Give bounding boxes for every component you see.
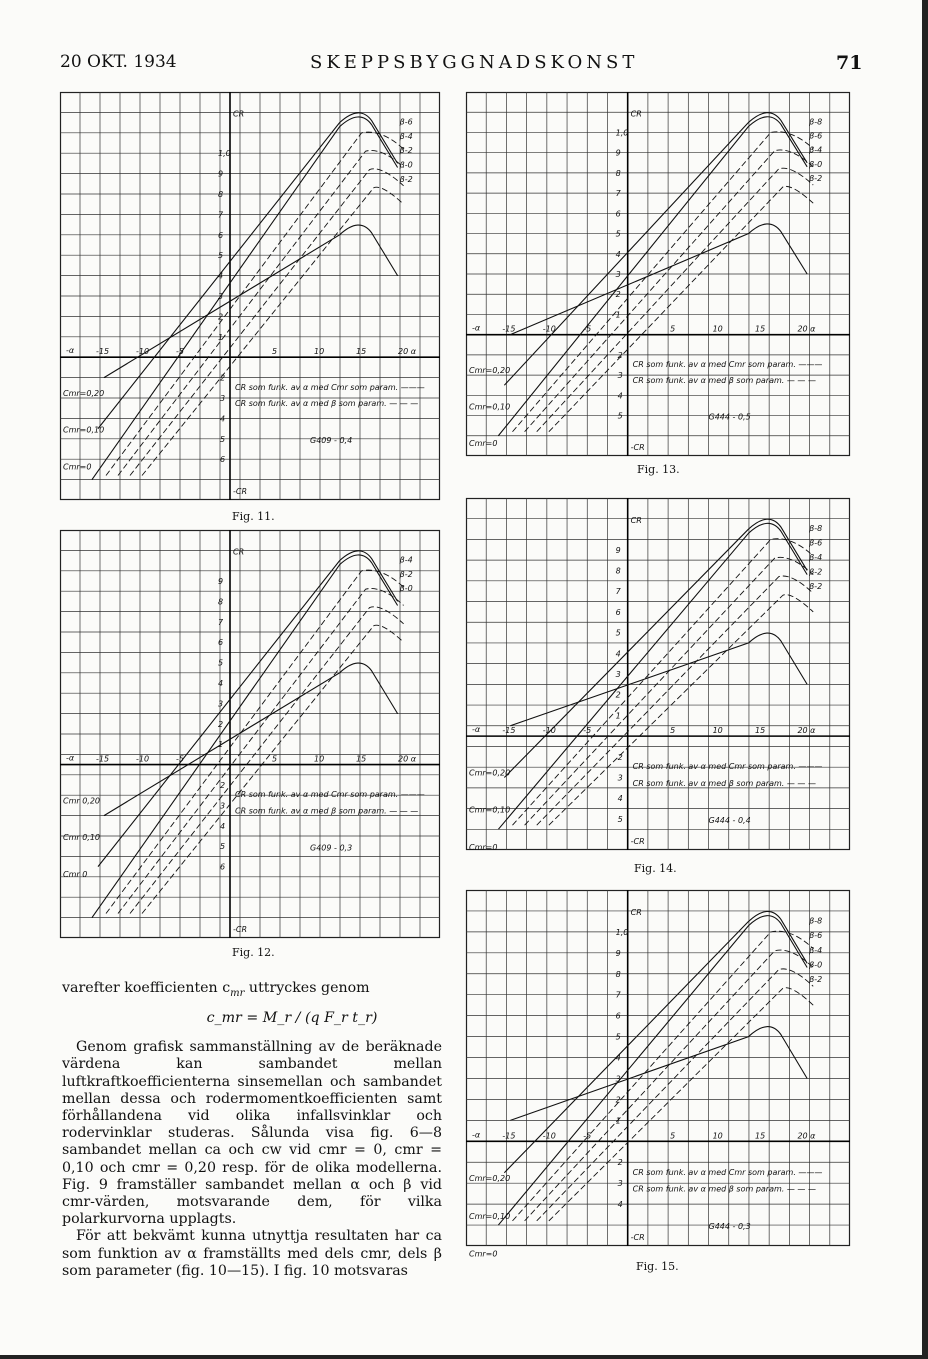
cmr-label: Cmr=0,10 [469, 805, 511, 815]
neg-y-tick-label: 5 [220, 434, 226, 444]
cmr-label: Cmr 0 [63, 869, 88, 879]
y-tick-label: 5 [615, 1032, 621, 1042]
neg-x-axis-label: -α [472, 323, 481, 333]
legend-line-1: CR som funk. av α med Cmr som param. ——— [632, 762, 823, 772]
figure-11-caption: Fig. 11. [232, 510, 275, 523]
y-tick-label: 5 [218, 251, 224, 261]
figure-code: G409 - 0,4 [310, 435, 353, 445]
neg-x-tick-label: -10 [136, 347, 150, 357]
y-tick-label: 5 [615, 229, 621, 239]
neg-y-tick-label: 3 [220, 801, 226, 811]
y-tick-label: 7 [615, 587, 621, 597]
y-tick-label: 4 [218, 271, 224, 281]
neg-y-axis-label: -CR [233, 487, 248, 496]
figure-13-caption: Fig. 13. [637, 463, 680, 476]
neg-y-tick-label: 4 [617, 1200, 623, 1210]
figure-12 [60, 530, 440, 938]
beta-label: β-2 [399, 174, 413, 184]
cmr-label: Cmr=0 [469, 438, 498, 448]
cmr-curve [510, 633, 807, 726]
x-tick-label: 20 α [797, 726, 816, 736]
y-tick-label: 4 [218, 679, 224, 688]
neg-y-tick-label: 2 [617, 1158, 623, 1168]
figure-11-chart [60, 92, 440, 500]
neg-x-axis-label: -α [472, 1130, 481, 1140]
y-tick-label: 6 [615, 209, 621, 219]
cmr-label: Cmr=0 [469, 843, 498, 852]
cmr-label: Cmr=0,20 [469, 1174, 511, 1184]
y-tick-label: 8 [218, 597, 224, 607]
legend-line-2: CR som funk. av α med β som param. — — — [235, 399, 419, 409]
y-tick-label: 2 [615, 290, 621, 300]
beta-label: β-4 [399, 555, 413, 565]
cmr-label: Cmr=0,10 [469, 402, 511, 412]
legend-line-1: CR som funk. av α med Cmr som param. ——— [235, 382, 425, 392]
x-tick-label: 20 α [797, 1131, 816, 1141]
neg-y-tick-label: 3 [617, 773, 623, 783]
x-tick-label: 5 [670, 726, 676, 736]
x-tick-label: 5 [272, 754, 278, 764]
beta-label: β-8 [809, 916, 823, 926]
y-tick-label: 4 [615, 1053, 621, 1063]
y-tick-label: 1,0 [218, 149, 231, 159]
legend-line-1: CR som funk. av α med Cmr som param. ——— [632, 360, 823, 370]
beta-curve [512, 132, 813, 432]
y-tick-label: 7 [218, 617, 224, 627]
cmr-curve [510, 224, 807, 335]
cmr-label: Cmr=0,10 [63, 425, 105, 435]
beta-label: β-4 [809, 145, 823, 155]
y-tick-label: 6 [218, 230, 224, 240]
legend-line-1: CR som funk. av α med Cmr som param. ——— [235, 790, 425, 800]
x-tick-label: 10 [314, 347, 325, 357]
cmr-label: Cmr=0,20 [469, 768, 511, 778]
figure-code: G444 - 0,4 [708, 816, 751, 826]
cmr-curve [504, 519, 807, 777]
header-date: 20 OKT. 1934 [60, 52, 177, 72]
body-text [62, 980, 442, 1280]
beta-curve [512, 931, 813, 1221]
beta-curve [525, 150, 814, 432]
neg-y-tick-label: 5 [220, 842, 226, 852]
y-tick-label: 2 [218, 719, 224, 729]
neg-x-tick-label: -5 [176, 754, 184, 764]
neg-x-tick-label: -10 [136, 754, 150, 764]
y-tick-label: 3 [615, 670, 621, 679]
beta-label: β-2 [809, 975, 823, 985]
neg-y-tick-label: 4 [617, 794, 623, 804]
neg-y-axis-label: -CR [233, 925, 248, 934]
beta-label: β-2 [809, 567, 823, 577]
y-axis-label: CR [630, 515, 642, 525]
neg-x-tick-label: -5 [583, 1131, 592, 1141]
y-tick-label: 4 [615, 649, 621, 659]
cmr-label: Cmr=0 [469, 1249, 498, 1259]
intro-line: varefter koefficienten $c_{mr}$ uttryckes genom [62, 980, 370, 999]
legend-line-2: CR som funk. av α med β som param. — — — [632, 376, 816, 386]
cmr-curve [510, 1027, 807, 1121]
y-tick-label: 1 [615, 711, 621, 721]
x-tick-label: 5 [670, 1131, 676, 1141]
legend-line-1: CR som funk. av α med Cmr som param. ——— [632, 1167, 823, 1177]
formula: c_mr = M_r / (q F_r t_r) [206, 1010, 378, 1027]
figure-code: G444 - 0,5 [708, 412, 751, 422]
y-tick-label: 6 [615, 1011, 621, 1021]
beta-label: β-6 [809, 131, 823, 141]
figure-11 [60, 92, 440, 500]
page-number: 71 [836, 52, 863, 74]
y-tick-label: 1,0 [615, 927, 629, 937]
y-tick-label: 3 [218, 292, 224, 301]
neg-y-tick-label: 6 [220, 862, 226, 872]
neg-y-tick-label: 4 [617, 391, 623, 401]
neg-y-tick-label: 5 [617, 411, 623, 421]
neg-y-tick-label: 6 [220, 455, 226, 465]
figure-code: G409 - 0,3 [310, 843, 353, 853]
beta-label: β-2 [399, 569, 413, 579]
beta-label: β-8 [809, 524, 823, 534]
beta-curve [549, 186, 813, 431]
neg-y-tick-label: 5 [617, 814, 623, 824]
beta-label: β-8 [809, 117, 823, 127]
neg-x-axis-label: -α [472, 725, 481, 735]
y-tick-label: 1 [218, 740, 224, 750]
figure-14 [466, 498, 850, 850]
y-tick-label: 7 [218, 210, 224, 220]
y-axis-label: CR [630, 109, 642, 119]
cmr-label: Cmr=0 [63, 462, 92, 472]
x-tick-label: 10 [712, 726, 723, 736]
y-tick-label: 1 [615, 1116, 621, 1126]
x-tick-label: 20 α [797, 324, 816, 334]
y-tick-label: 2 [615, 1095, 621, 1105]
paragraph-1: Genom grafisk sammanställning av de beräknade värdena kan sambandet mellan luftkraftkoefficienterna sinsemellan och sambandet mellan dessa och rodermomentkoefficienten samt förhållandena vid olika infallsvinklar och rodervinklar studeras. Sålunda visa fig. 6—8 sambandet mellan ca och cw vid cmr = 0, cmr = 0,10 och cmr = 0,20 resp. för de olika modellerna. Fig. 9 framställer sambandet mellan α och β vid cmr-värden, motsvarande dem, för vilka polarkurvorna upplagts. [62, 1039, 442, 1228]
neg-x-tick-label: -15 [502, 1131, 516, 1141]
paragraph-2: För att bekvämt kunna utnyttja resultaten har ca som funktion av α framställts med dels cmr, dels β som parameter (fig. 10—15). I fig. 10 motsvaras [62, 1228, 442, 1279]
y-tick-label: 3 [615, 270, 621, 279]
beta-label: β-6 [809, 931, 823, 941]
neg-x-tick-label: -15 [502, 324, 516, 334]
beta-label: β-2 [399, 146, 413, 156]
y-tick-label: 3 [218, 699, 224, 709]
figure-15-caption: Fig. 15. [636, 1260, 679, 1273]
header-title: SKEPPSBYGGNADSKONST [310, 52, 639, 73]
y-tick-label: 8 [615, 969, 621, 979]
y-tick-label: 6 [615, 607, 621, 617]
y-tick-label: 8 [615, 566, 621, 576]
beta-label: β-2 [809, 582, 823, 592]
beta-label: β-0 [809, 159, 823, 169]
y-tick-label: 9 [615, 148, 621, 158]
y-axis-label: CR [233, 109, 245, 119]
beta-label: β-6 [809, 538, 823, 548]
beta-curve [549, 595, 813, 826]
cmr-label: Cmr=0,20 [63, 388, 105, 398]
beta-label: β-2 [809, 173, 823, 183]
legend-line-2: CR som funk. av α med β som param. — — — [632, 1184, 816, 1194]
neg-y-tick-label: 4 [220, 414, 226, 424]
x-tick-label: 5 [670, 324, 676, 334]
page-bottom-edge [0, 1355, 928, 1359]
neg-y-tick-label: 2 [617, 752, 623, 762]
beta-curve [525, 950, 814, 1221]
neg-x-tick-label: -15 [96, 754, 110, 764]
neg-y-tick-label: 2 [220, 373, 226, 383]
figure-14-caption: Fig. 14. [634, 862, 677, 875]
cmr-label: Cmr=0,20 [469, 366, 511, 376]
legend-line-2: CR som funk. av α med β som param. — — — [632, 778, 816, 788]
neg-y-axis-label: -CR [630, 837, 645, 846]
y-tick-label: 8 [615, 168, 621, 178]
figure-13-chart [466, 92, 850, 456]
neg-y-axis-label: -CR [630, 443, 645, 452]
cmr-curve [98, 113, 398, 429]
x-tick-label: 10 [712, 1131, 723, 1141]
y-tick-label: 5 [615, 628, 621, 638]
figure-13 [466, 92, 850, 456]
neg-x-tick-label: -15 [96, 347, 110, 357]
neg-x-axis-label: -α [66, 346, 75, 356]
y-tick-label: 1 [615, 310, 621, 320]
y-tick-label: 9 [218, 577, 224, 586]
y-tick-label: 1 [218, 332, 224, 342]
beta-label: β-0 [399, 584, 413, 594]
neg-x-tick-label: -10 [542, 324, 556, 334]
figure-code: G444 - 0,3 [708, 1222, 751, 1232]
neg-y-tick-label: 2 [220, 781, 226, 790]
cmr-label: Cmr=0,10 [469, 1211, 511, 1221]
neg-x-tick-label: -5 [583, 726, 592, 736]
cmr-label: Cmr 0,20 [63, 796, 101, 806]
beta-label: β-4 [809, 945, 823, 955]
cmr-curve [92, 555, 398, 918]
x-tick-label: 20 α [398, 754, 416, 764]
neg-y-tick-label: 3 [617, 371, 623, 381]
figure-12-chart [60, 530, 440, 938]
beta-label: β-4 [399, 131, 413, 141]
y-tick-label: 7 [615, 189, 621, 199]
neg-y-tick-label: 4 [220, 821, 226, 831]
neg-x-tick-label: -10 [542, 726, 556, 736]
figure-15 [466, 890, 850, 1259]
x-tick-label: 15 [755, 1131, 766, 1141]
figure-14-chart [466, 498, 850, 850]
beta-label: β-0 [809, 960, 823, 970]
y-tick-label: 9 [615, 948, 621, 958]
x-tick-label: 10 [712, 324, 723, 334]
y-axis-label: CR [233, 547, 245, 557]
y-tick-label: 7 [615, 990, 621, 1000]
neg-y-tick-label: 3 [220, 394, 226, 403]
y-tick-label: 1,0 [615, 128, 629, 138]
y-tick-label: 8 [218, 190, 224, 199]
neg-x-tick-label: -5 [176, 347, 184, 357]
neg-x-tick-label: -15 [502, 726, 516, 736]
neg-x-tick-label: -5 [583, 324, 592, 334]
legend-line-2: CR som funk. av α med β som param. — — — [235, 806, 419, 816]
cmr-curve [92, 117, 398, 480]
neg-x-tick-label: -10 [542, 1131, 556, 1141]
cmr-curve [98, 551, 398, 867]
neg-x-axis-label: -α [66, 753, 75, 763]
y-tick-label: 6 [218, 638, 224, 648]
figure-12-caption: Fig. 12. [232, 946, 275, 959]
beta-label: β-6 [399, 117, 413, 127]
cmr-curve [504, 113, 807, 386]
neg-y-tick-label: 2 [617, 350, 623, 360]
x-tick-label: 5 [272, 347, 278, 357]
x-tick-label: 15 [755, 726, 766, 736]
y-tick-label: 5 [218, 658, 224, 668]
x-tick-label: 10 [314, 754, 325, 764]
cmr-curve [498, 117, 807, 436]
neg-y-tick-label: 3 [617, 1179, 623, 1189]
x-tick-label: 15 [356, 754, 367, 764]
beta-label: β-4 [809, 553, 823, 563]
y-tick-label: 9 [615, 545, 621, 555]
page-edge [922, 0, 928, 1359]
y-tick-label: 9 [218, 169, 224, 179]
x-tick-label: 20 α [398, 347, 416, 357]
neg-y-axis-label: -CR [630, 1233, 645, 1242]
beta-curve [118, 150, 404, 475]
cmr-label: Cmr 0,10 [63, 833, 101, 843]
y-tick-label: 4 [615, 249, 621, 259]
y-axis-label: CR [630, 908, 642, 918]
y-tick-label: 2 [218, 312, 224, 322]
beta-curve [118, 588, 404, 913]
figure-15-chart [466, 890, 850, 1259]
y-tick-label: 2 [615, 690, 621, 700]
x-tick-label: 15 [356, 347, 367, 357]
x-tick-label: 15 [755, 324, 766, 334]
beta-label: β-0 [399, 160, 413, 170]
y-tick-label: 3 [615, 1074, 621, 1084]
